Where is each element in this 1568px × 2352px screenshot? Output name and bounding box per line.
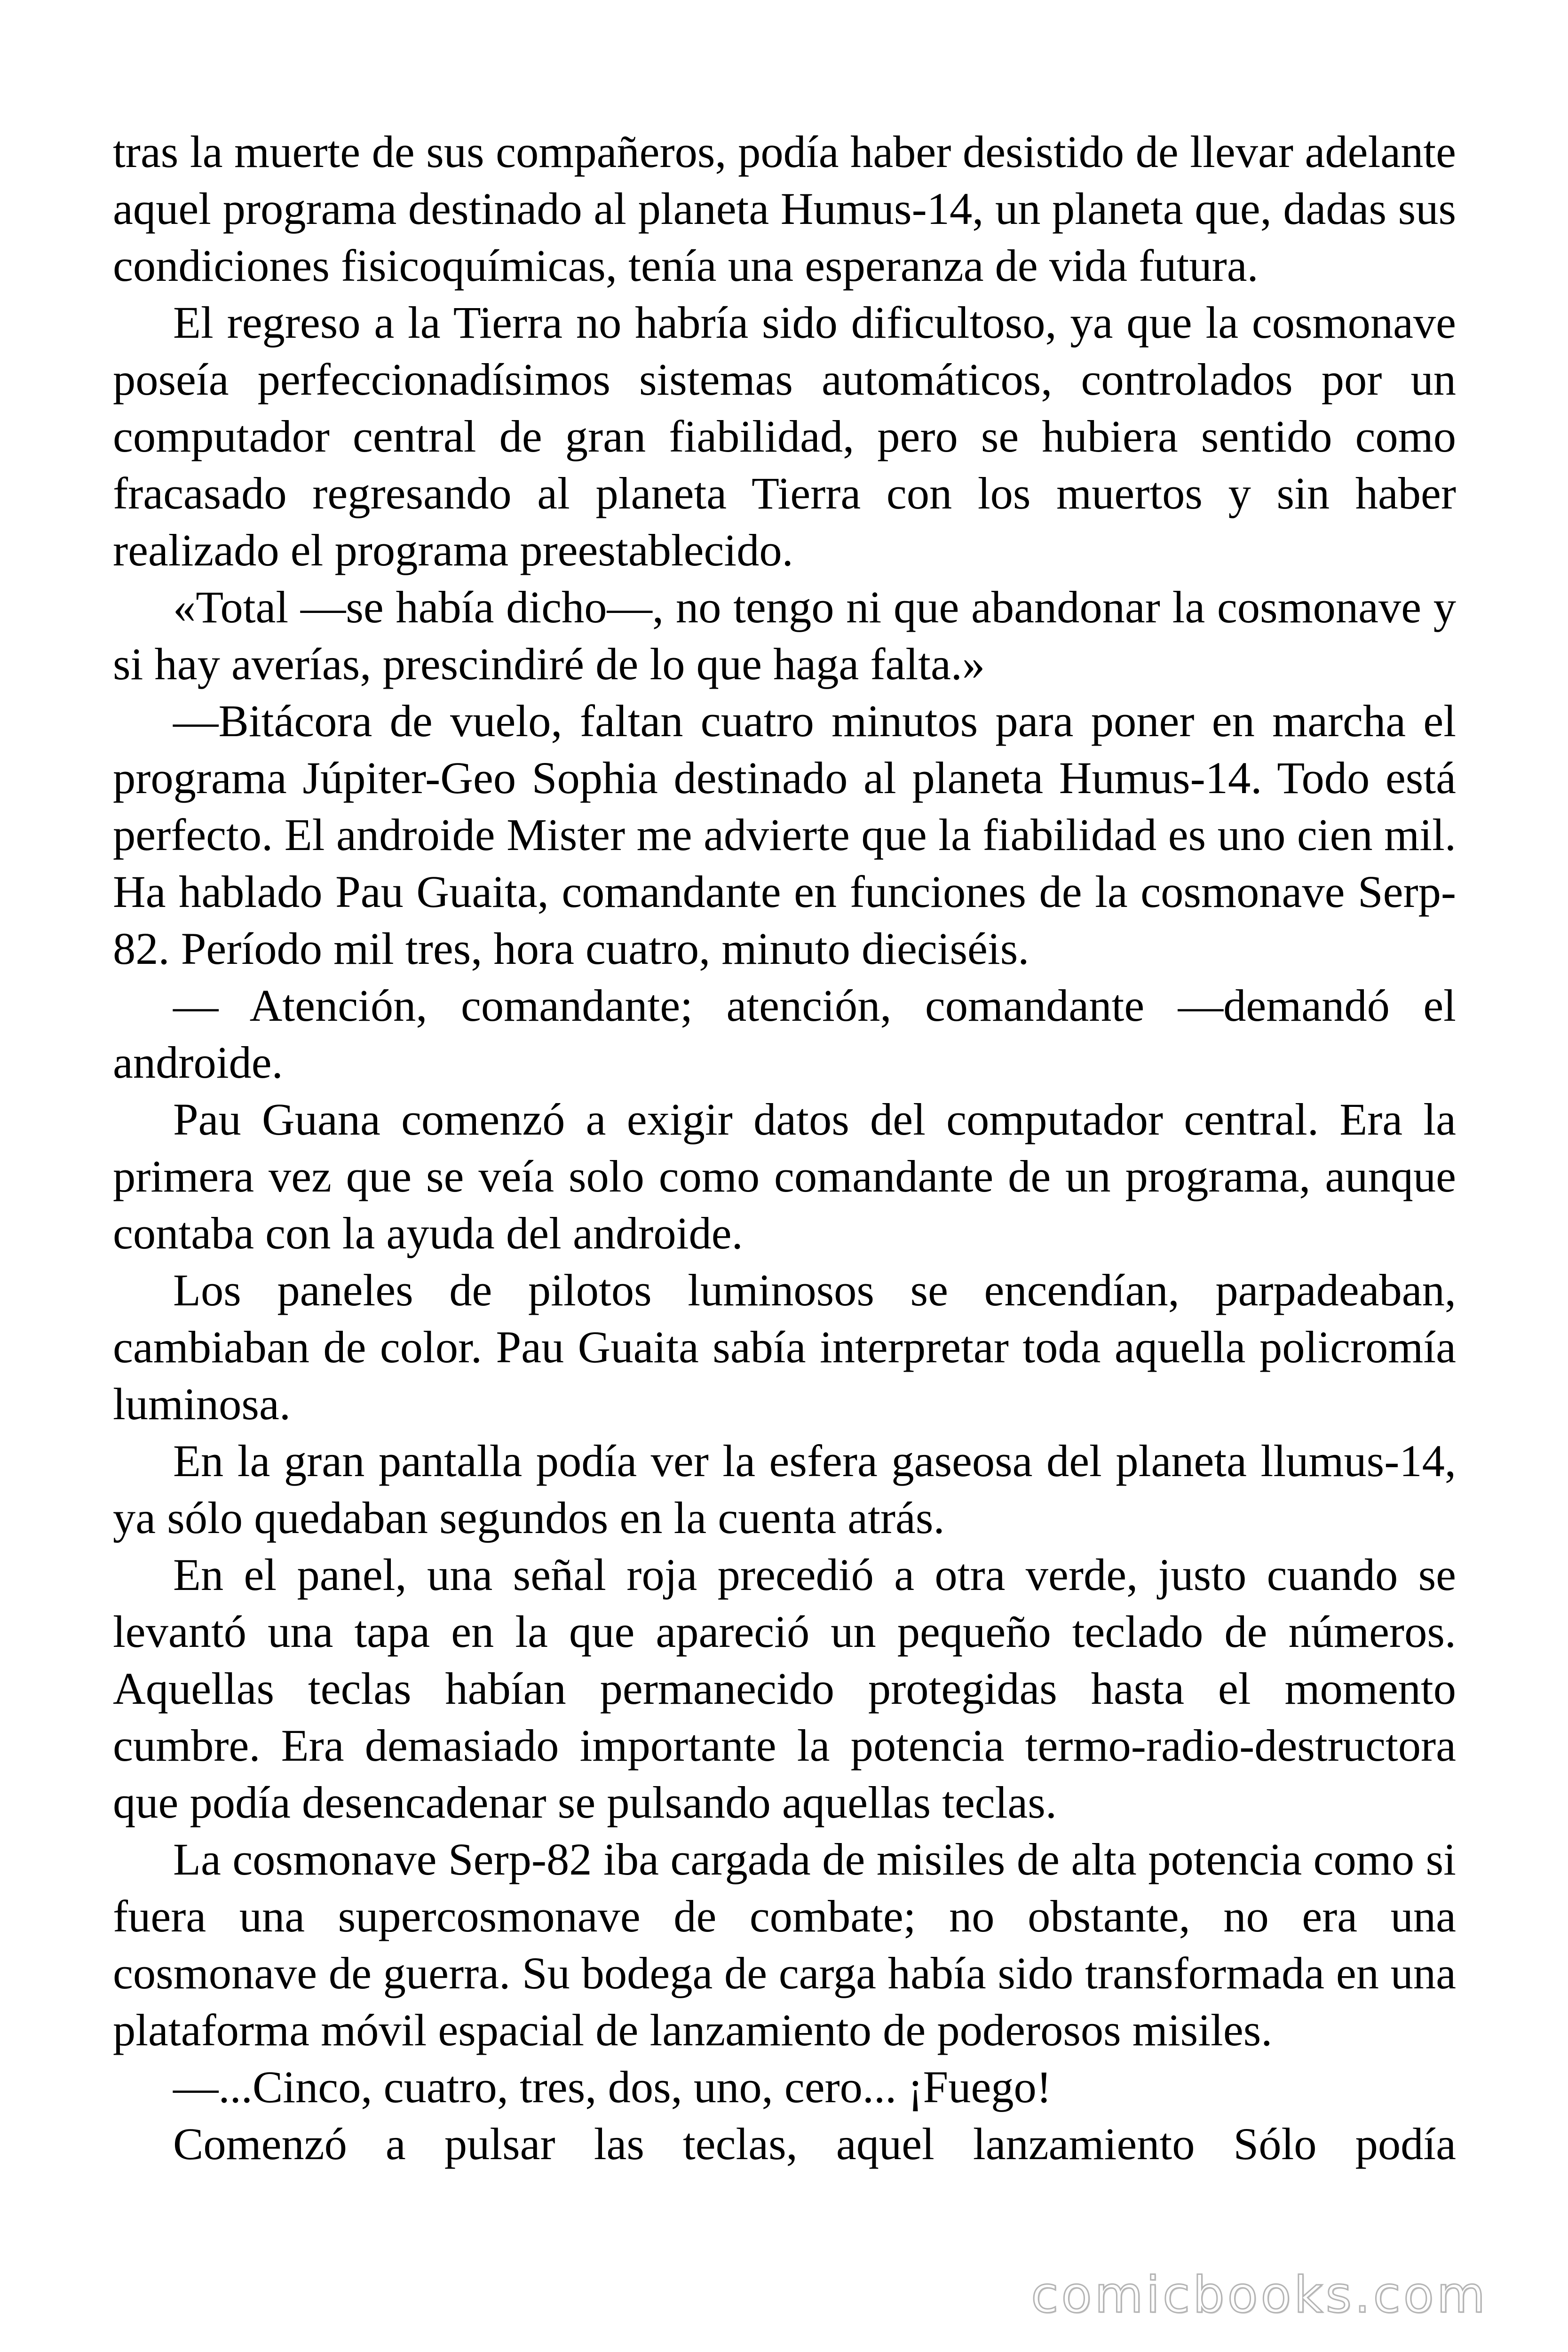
paragraph-12: Comenzó a pulsar las teclas, aquel lanzamiento Sólo podía <box>173 2119 1456 2169</box>
watermark: comicbooks.com <box>1031 2266 1488 2324</box>
paragraph-5: — Atención, comandante; atención, comandante —demandó el androide. <box>113 980 1456 1088</box>
paragraph-4: —Bitácora de vuelo, faltan cuatro minutos para poner en marcha el programa Júpiter-Geo Sophia destinado al planeta Humus-14. Todo está perfecto. El androide Mister me advierte que la fiabilidad es uno cien mil. Ha hablado Pau Guaita, comandante en funciones de la cosmonave Serp-82. Período mil tres, hora cuatro, minuto dieciséis. <box>113 696 1456 974</box>
paragraph-7: Los paneles de pilotos luminosos se encendían, parpadeaban, cambiaban de color. Pau Guaita sabía interpretar toda aquella policromía luminosa. <box>113 1265 1456 1429</box>
paragraph-6: Pau Guana comenzó a exigir datos del computador central. Era la primera vez que se veía solo como comandante de un programa, aunque contaba con la ayuda del androide. <box>113 1094 1456 1258</box>
paragraph-11: —...Cinco, cuatro, tres, dos, uno, cero... ¡Fuego! <box>173 2062 1052 2112</box>
book-page-text <box>113 123 1456 2172</box>
paragraph-9: En el panel, una señal roja precedió a otra verde, justo cuando se levantó una tapa en la que apareció un pequeño teclado de números. Aquellas teclas habían permanecido protegidas hasta el momento cumbre. Era demasiado importante la potencia termo-radio-destructora que podía desencadenar se pulsando aquellas teclas. <box>113 1549 1456 1828</box>
paragraph-2: El regreso a la Tierra no habría sido dificultoso, ya que la cosmonave poseía perfeccionadísimos sistemas automáticos, controlados por un computador central de gran fiabilidad, pero se hubiera sentido como fracasado regresando al planeta Tierra con los muertos y sin haber realizado el programa preestablecido. <box>113 297 1456 575</box>
paragraph-10: La cosmonave Serp-82 iba cargada de misiles de alta potencia como si fuera una supercosmonave de combate; no obstante, no era una cosmonave de guerra. Su bodega de carga había sido transformada en una plataforma móvil espacial de lanzamiento de poderosos misiles. <box>113 1834 1456 2055</box>
paragraph-8: En la gran pantalla podía ver la esfera gaseosa del planeta llumus-14, ya sólo quedaban segundos en la cuenta atrás. <box>113 1436 1456 1543</box>
paragraph-3: «Total —se había dicho—, no tengo ni que abandonar la cosmonave y si hay averías, prescindiré de lo que haga falta.» <box>113 582 1456 689</box>
paragraph-1: tras la muerte de sus compañeros, podía haber desistido de llevar adelante aquel programa destinado al planeta Humus-14, un planeta que, dadas sus condiciones fisicoquímicas, tenía una esperanza de vida futura. <box>113 127 1456 291</box>
